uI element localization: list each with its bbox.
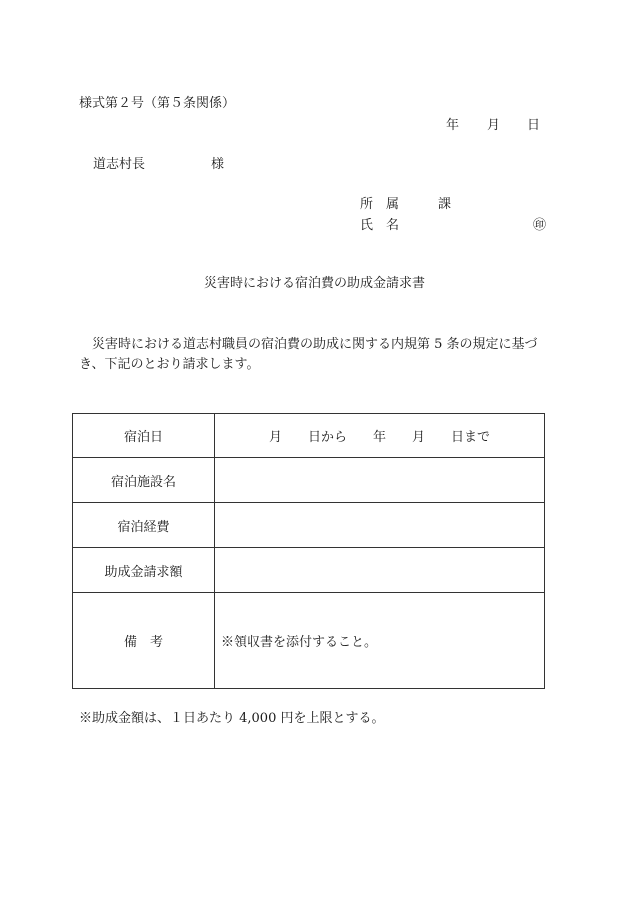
section-label: 課 (438, 197, 452, 212)
row-label-lodging-cost: 宿泊経費 (73, 503, 215, 548)
row-value-claim-amount[interactable] (215, 548, 545, 593)
row-value-stay-date[interactable]: 月 日から 年 月 日まで (215, 414, 545, 458)
table-row (73, 414, 545, 458)
seal-mark: ㊞ (533, 218, 547, 233)
table-row (73, 458, 545, 503)
row-label-remarks: 備 考 (73, 593, 215, 689)
row-label-facility-name: 宿泊施設名 (73, 458, 215, 503)
affiliation-label: 所 属 (360, 197, 400, 212)
table-row (73, 503, 545, 548)
row-value-lodging-cost[interactable] (215, 503, 545, 548)
row-value-remarks[interactable]: ※領収書を添付すること。 (215, 593, 545, 689)
table-row (73, 548, 545, 593)
request-table (72, 413, 545, 689)
name-label: 氏 名 (360, 218, 400, 233)
row-label-stay-date: 宿泊日 (73, 414, 215, 458)
form-number: 様式第２号（第５条関係） (79, 96, 236, 111)
table-row (73, 593, 545, 689)
row-label-claim-amount: 助成金請求額 (73, 548, 215, 593)
addressee-honorific: 様 (211, 157, 225, 172)
footnote: ※助成金額は、１日あたり 4,000 円を上限とする。 (79, 711, 385, 726)
addressee-name: 道志村長 (93, 157, 146, 172)
date-day-label: 日 (527, 118, 541, 133)
body-line-1: 災害時における道志村職員の宿泊費の助成に関する内規第 5 条の規定に基づ (79, 337, 538, 352)
body-line-2: き、下記のとおり請求します。 (79, 357, 260, 372)
row-value-facility-name[interactable] (215, 458, 545, 503)
date-year-label: 年 (446, 118, 460, 133)
document-title: 災害時における宿泊費の助成金請求書 (204, 276, 426, 291)
date-month-label: 月 (487, 118, 501, 133)
